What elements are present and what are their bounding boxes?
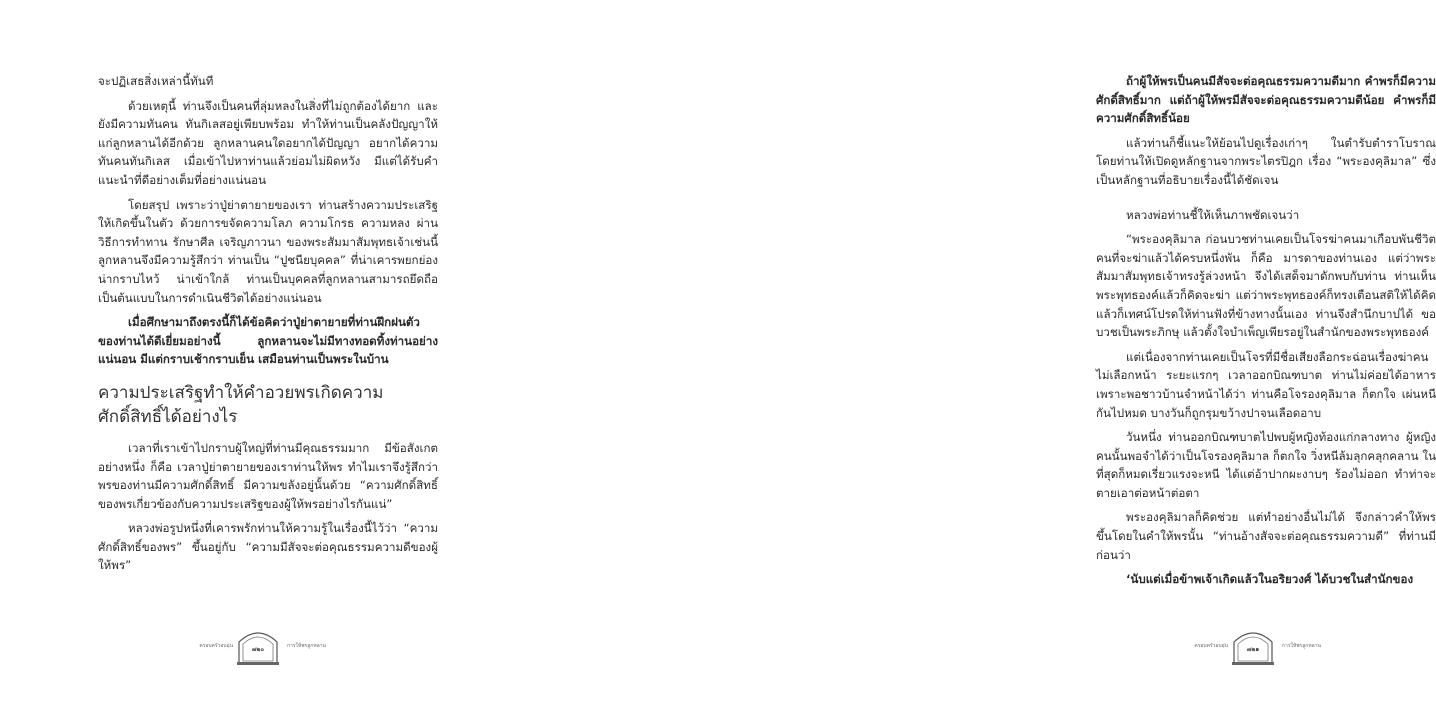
left-text-column [98,72,438,581]
footer-book-title: ครอบครัวอบอุ่น [199,643,233,649]
paragraph: ‘นับแต่เมื่อข้าพเจ้าเกิดแล้วในอริยวงศ์ ได้บวชในสำนักของ [1126,572,1414,587]
paragraph: “พระองคุลิมาล ก่อนบวชท่านเคยเป็นโจรฆ่าคนมาเกือบพันชีวิต คนที่จะฆ่าแล้วได้ครบหนึ่งพัน ก็คือ มารดาของท่านเอง แต่ว่าพระสัมมาสัมพุทธเจ้าทรงรู้ล่วงหน้า จึงได้เสด็จมาดักพบกับท่าน ท่านเห็นพระพุทธองค์แล้วก็คิดจะฆ่า แต่ว่าพระพุทธองค์ก็ทรงเตือนสติให้ได้คิด แล้วก็เทศน์โปรดให้ท่านฟังที่ข้างทางนั้นเอง ท่านจึงสำนึกบาปได้ ขอบวชเป็นพระภิกษุ แล้วตั้งใจบำเพ็ญเพียรอยู่ในสำนักของพระพุทธองค์ [1096,232,1436,340]
paragraph: จะปฏิเสธสิ่งเหล่านี้ทันที [98,74,214,88]
paragraph: วันหนึ่ง ท่านออกบิณฑบาตไปพบผู้หญิงท้องแก่กลางทาง ผู้หญิงคนนั้นพอจำได้ว่าเป็นโจรองคุลิมาล ก็ตกใจ วิ่งหนีล้มลุกคลุกคลาน ในที่สุดก็หมดเรี่ยวแรงจะหนี ได้แต่อ้าปากผะงาบๆ ร้องไม่ออก ทำท่าจะตายเอาต่อหน้าต่อตา [1096,430,1436,500]
paragraph: แต่เนื่องจากท่านเคยเป็นโจรที่มีชื่อเสียงลือกระฉ่อนเรื่องฆ่าคนไม่เลือกหน้า ระยะแรกๆ เวลาออกบิณฑบาต ท่านไม่ค่อยได้อาหาร เพราะพอชาวบ้านจำหน้าได้ว่า ท่านคือโจรองคุลิมาล ก็ตกใจ เผ่นหนีกันไปหมด บางวันก็ถูกรุมขว้างปาจนเลือดอาบ [1096,349,1436,420]
paragraph: เวลาที่เราเข้าไปกราบผู้ใหญ่ที่ท่านมีคุณธรรมมาก มีข้อสังเกตอย่างหนึ่ง ก็คือ เวลาปู่ย่าตายายของเราท่านให้พร ทำไมเราจึงรู้สึกว่าพรของท่านมีความศักดิ์สิทธิ์ มีความขลังอยู่นั้นด้วย “ความศักดิ์สิทธิ์ของพรเกี่ยวข้องกับความประเสริฐของผู้ให้พรอย่างไรกันแน่” [98,440,438,511]
left-footer [195,628,325,668]
paragraph: ถ้าผู้ให้พรเป็นคนมีสัจจะต่อคุณธรรมความดีมาก คำพรก็มีความศักดิ์สิทธิ์มาก แต่ถ้าผู้ให้พรมีสัจจะต่อคุณธรรมความดีน้อย คำพรก็มีความศักดิ์สิทธิ์น้อย [1096,74,1436,126]
paragraph: หลวงพ่อท่านชี้ให้เห็นภาพชัดเจนว่า [1126,207,1300,222]
right-text-column [1096,72,1436,595]
footer-book-title: ครอบครัวอบอุ่น [1194,643,1228,649]
right-footer [1190,628,1320,668]
paragraph: เมื่อศึกษามาถึงตรงนี้ก็ได้ข้อคิดว่าปู่ย่าตายายที่ท่านฝึกฝนตัวของท่านได้ดีเยี่ยมอย่างนี้ ลูกหลานจะไม่มีทางทอดทิ้งท่านอย่างแน่นอน มีแต่กราบเช้ากราบเย็น เสมือนท่านเป็นพระในบ้าน [98,315,438,367]
paragraph: แล้วท่านก็ชี้แนะให้ย้อนไปดูเรื่องเก่าๆ ในตำรับตำราโบราณ โดยท่านให้เปิดดูหลักฐานจากพระไตรปิฎก เรื่อง “พระองคุลิมาล” ซึ่งเป็นหลักฐานที่อธิบายเรื่องนี้ได้ชัดเจน [1096,135,1436,187]
page-number: ๗๒๑ [1246,646,1260,653]
page-emblem-icon [235,628,281,666]
section-heading: ความประเสริฐทำให้คำอวยพรเกิดความศักดิ์สิทธิ์ได้อย่างไร [98,382,384,427]
footer-chapter-title: การให้พรลูกหลาน [1282,643,1321,649]
right-page [500,0,1436,707]
paragraph: พระองคุลิมาลก็คิดช่วย แต่ทำอย่างอื่นไม่ได้ จึงกล่าวคำให้พรขึ้นโดยในคำให้พรนั้น “ท่านอ้างสัจจะต่อคุณธรรมความดี” ที่ท่านมีก่อนว่า [1096,510,1436,562]
spacer [1096,196,1436,206]
paragraph: ด้วยเหตุนี้ ท่านจึงเป็นคนที่ลุ่มหลงในสิ่งที่ไม่ถูกต้องได้ยาก และยังมีความทันคน ทันกิเลสอยู่เพียบพร้อม ทำให้ท่านเป็นคลังปัญญาให้แก่ลูกหลานได้อีกด้วย ลูกหลานคนใดอยากได้ปัญญา อยากได้ความทันคนทันกิเลส เมื่อเข้าไปหาท่านแล้วย่อมไม่ผิดหวัง มีแต่ได้รับคำแนะนำที่ดีอย่างเต็มที่อย่างแน่นอน [98,98,438,187]
page-emblem-icon [1230,628,1276,666]
paragraph: หลวงพ่อรูปหนึ่งที่เคารพรักท่านให้ความรู้ในเรื่องนี้ไว้ว่า “ความศักดิ์สิทธิ์ของพร” ขึ้นอยู่กับ “ความมีสัจจะต่อคุณธรรมความดีของผู้ให้พร” [98,521,438,573]
left-page [0,0,500,707]
paragraph: โดยสรุป เพราะว่าปู่ย่าตายายของเรา ท่านสร้างความประเสริฐให้เกิดขึ้นในตัว ด้วยการขจัดความโลภ ความโกรธ ความหลง ผ่านวิธีการทำทาน รักษาศีล เจริญภาวนา ของพระสัมมาสัมพุทธเจ้าเช่นนี้ ลูกหลานจึงมีความรู้สึกว่า ท่านเป็น “ปูชนียบุคคล” ที่น่าเคารพยกย่อง น่ากราบไหว้ น่าเข้าใกล้ ท่านเป็นบุคคลที่ลูกหลานสามารถยึดถือเป็นต้นแบบในการดำเนินชีวิตได้อย่างแน่นอน [98,197,438,305]
footer-chapter-title: การให้พรลูกหลาน [287,643,326,649]
page-number: ๗๒๐ [251,646,265,653]
